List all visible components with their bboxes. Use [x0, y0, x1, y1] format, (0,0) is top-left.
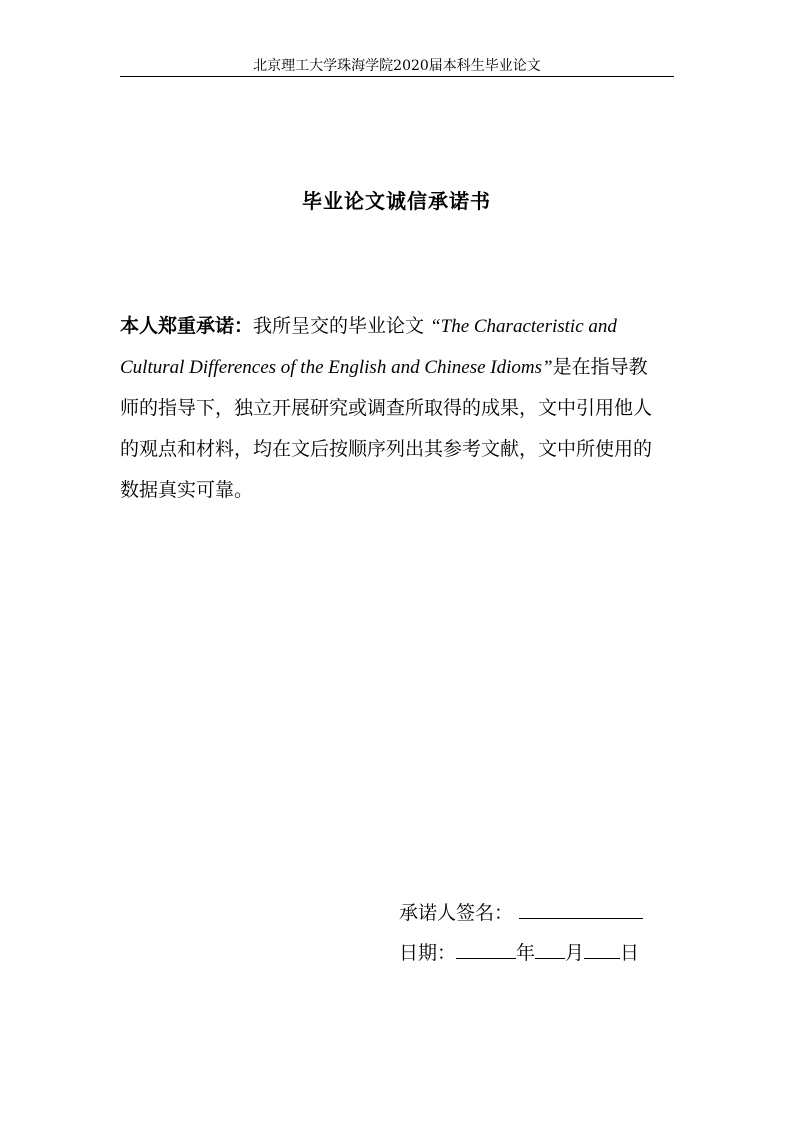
thesis-title: “The Characteristic and Cultural Differences of the English and Chinese Idioms”: [120, 316, 617, 378]
signer-row: [399, 892, 659, 932]
day-label: 日: [620, 942, 640, 964]
pledge-lead: 本人郑重承诺：: [120, 315, 254, 337]
month-blank[interactable]: [535, 932, 565, 959]
pledge-paragraph: [120, 306, 660, 511]
date-row: [399, 932, 659, 972]
header-rule: [120, 76, 674, 77]
pledge-text-intro: 我所呈交的毕业论文: [253, 315, 431, 337]
month-label: 月: [565, 942, 585, 964]
document-title: 毕业论文诚信承诺书: [302, 189, 491, 213]
signer-label: 承诺人签名：: [399, 902, 514, 924]
date-label: 日期：: [399, 942, 457, 964]
pledge-text-body: 是在指导教师的指导下，独立开展研究或调查所取得的成果，文中引用他人的观点和材料，均在文后按顺序列出其参考文献，文中所使用的数据真实可靠。: [120, 356, 653, 501]
running-header: 北京理工大学珠海学院2020届本科生毕业论文: [253, 58, 541, 74]
day-blank[interactable]: [584, 932, 620, 959]
year-label: 年: [516, 942, 536, 964]
signature-block: [399, 892, 659, 972]
year-blank[interactable]: [456, 932, 516, 959]
signature-blank[interactable]: [519, 892, 643, 919]
